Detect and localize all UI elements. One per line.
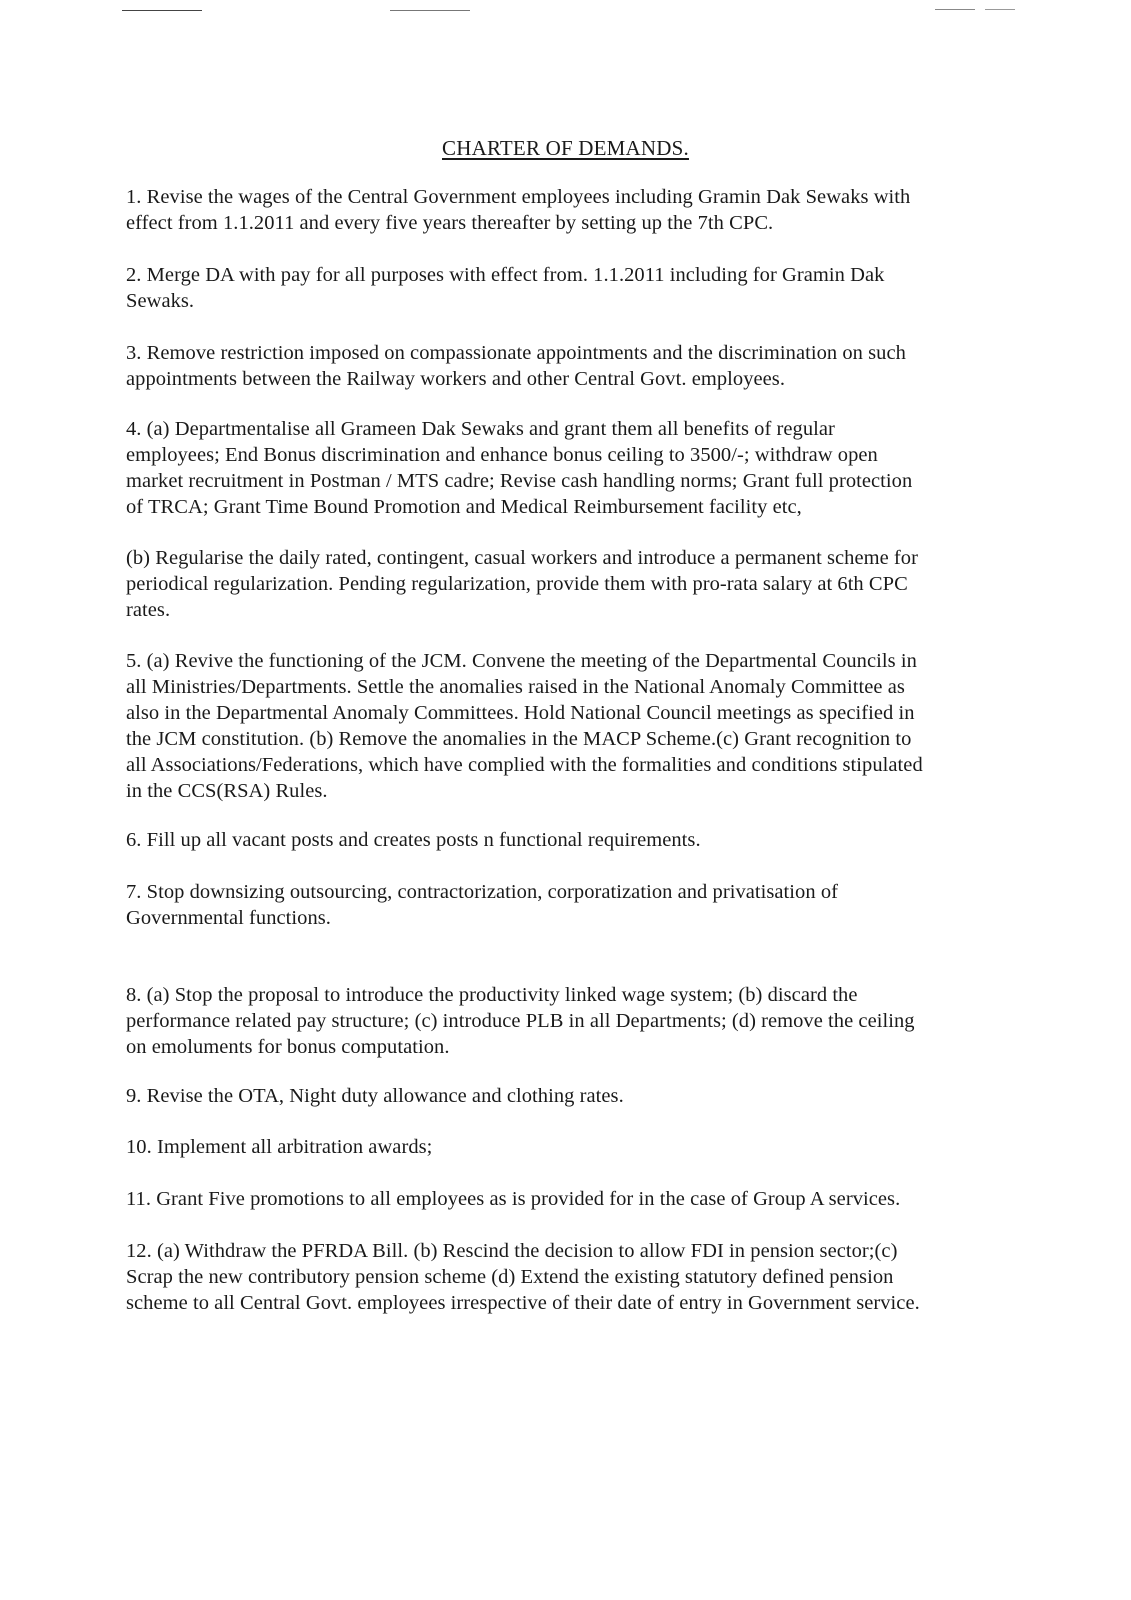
text-line: Governmental functions. (126, 907, 331, 929)
text-line: 3. Remove restriction imposed on compassionate appointments and the discrimination on such (126, 342, 906, 364)
text-line: periodical regularization. Pending regularization, provide them with pro-rata salary at 6th CPC (126, 573, 908, 595)
text-line: Sewaks. (126, 290, 195, 312)
text-line: 5. (a) Revive the functioning of the JCM. Convene the meeting of the Departmental Councils in (126, 650, 917, 672)
text-line: performance related pay structure; (c) introduce PLB in all Departments; (d) remove the ceiling (126, 1010, 915, 1032)
text-line: rates. (126, 599, 171, 621)
text-line: all Ministries/Departments. Settle the anomalies raised in the National Anomaly Committee as (126, 676, 905, 698)
demand-item-7 (126, 879, 1026, 931)
text-line: also in the Departmental Anomaly Committees. Hold National Council meetings as specified in (126, 702, 915, 724)
scan-artifact-line (985, 9, 1015, 10)
text-line: 1. Revise the wages of the Central Government employees including Gramin Dak Sewaks with (126, 186, 911, 208)
demand-item-4a (126, 416, 1026, 520)
scan-artifact-line (122, 10, 202, 11)
demand-item-3 (126, 340, 1026, 392)
text-line: market recruitment in Postman / MTS cadre; Revise cash handling norms; Grant full protection (126, 470, 913, 492)
demand-item-10 (126, 1134, 1026, 1160)
text-line: 10. Implement all arbitration awards; (126, 1136, 433, 1158)
text-line: 2. Merge DA with pay for all purposes with effect from. 1.1.2011 including for Gramin Dak (126, 264, 885, 286)
text-line: 7. Stop downsizing outsourcing, contractorization, corporatization and privatisation of (126, 881, 838, 903)
text-line: 6. Fill up all vacant posts and creates posts n functional requirements. (126, 829, 701, 851)
text-line: in the CCS(RSA) Rules. (126, 780, 328, 802)
text-line: the JCM constitution. (b) Remove the anomalies in the MACP Scheme.(c) Grant recognition to (126, 728, 912, 750)
demand-item-4b (126, 545, 1026, 623)
text-line: of TRCA; Grant Time Bound Promotion and Medical Reimbursement facility etc, (126, 496, 802, 518)
demand-item-11 (126, 1186, 1026, 1212)
demand-item-9 (126, 1083, 1026, 1109)
demand-item-1 (126, 184, 1026, 236)
page-title-text: CHARTER OF DEMANDS. (442, 136, 689, 160)
scan-artifact-line (935, 9, 975, 10)
text-line: 9. Revise the OTA, Night duty allowance and clothing rates. (126, 1085, 624, 1107)
page-title (0, 136, 1131, 161)
text-line: appointments between the Railway workers and other Central Govt. employees. (126, 368, 785, 390)
text-line: effect from 1.1.2011 and every five years thereafter by setting up the 7th CPC. (126, 212, 774, 234)
text-line: 11. Grant Five promotions to all employees as is provided for in the case of Group A services. (126, 1188, 901, 1210)
text-line: Scrap the new contributory pension scheme (d) Extend the existing statutory defined pension (126, 1266, 894, 1288)
text-line: scheme to all Central Govt. employees irrespective of their date of entry in Government service. (126, 1292, 920, 1314)
text-line: 8. (a) Stop the proposal to introduce the productivity linked wage system; (b) discard the (126, 984, 858, 1006)
text-line: employees; End Bonus discrimination and enhance bonus ceiling to 3500/-; withdraw open (126, 444, 878, 466)
demand-item-8 (126, 982, 1026, 1060)
demand-item-2 (126, 262, 1026, 314)
text-line: on emoluments for bonus computation. (126, 1036, 450, 1058)
demand-item-6 (126, 827, 1026, 853)
scan-artifact-line (390, 10, 470, 11)
text-line: 12. (a) Withdraw the PFRDA Bill. (b) Rescind the decision to allow FDI in pension sector;(c) (126, 1240, 898, 1262)
demand-item-12 (126, 1238, 1026, 1316)
demand-item-5 (126, 648, 1026, 804)
text-line: 4. (a) Departmentalise all Grameen Dak Sewaks and grant them all benefits of regular (126, 418, 835, 440)
text-line: all Associations/Federations, which have complied with the formalities and conditions stipulated (126, 754, 923, 776)
text-line: (b) Regularise the daily rated, contingent, casual workers and introduce a permanent scheme for (126, 547, 918, 569)
